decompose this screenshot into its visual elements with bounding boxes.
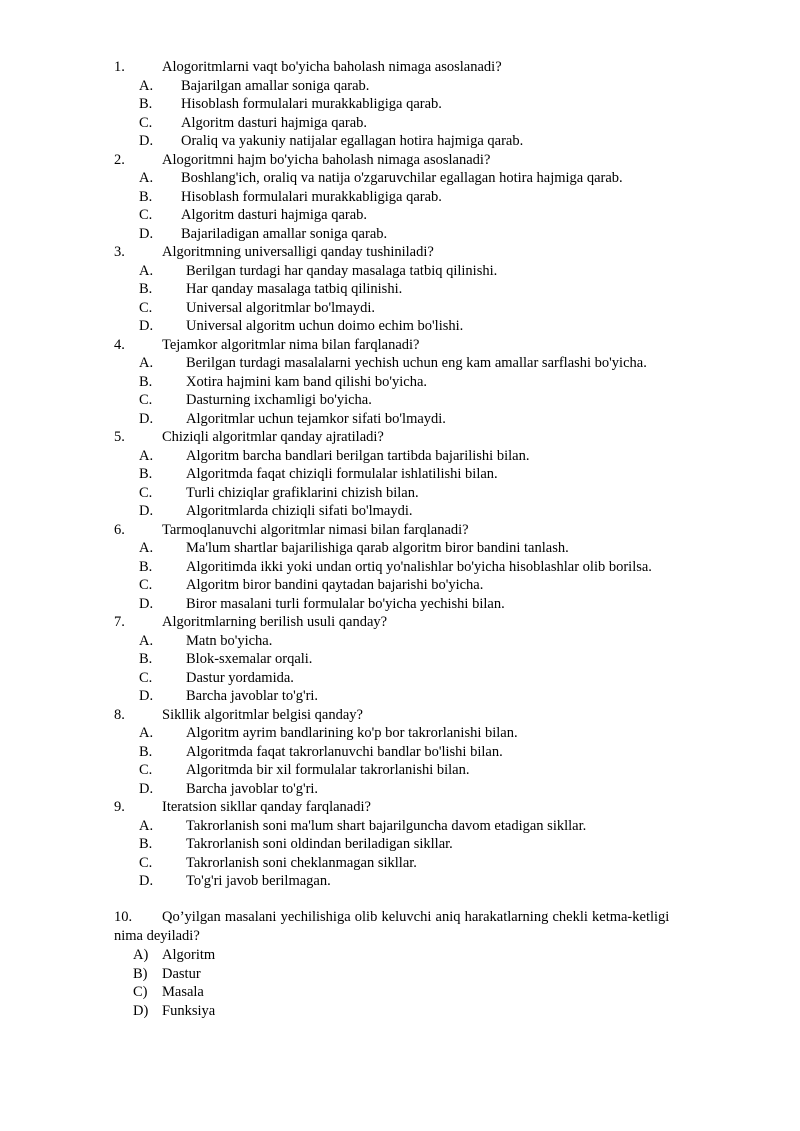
option-text: Bajarilgan amallar soniga qarab. [181,77,370,94]
option-text: Berilgan turdagi masalalarni yechish uchun eng kam amallar sarflashi bo'yicha. [186,355,647,371]
question-number: 1. [114,59,125,75]
option-letter: B. [139,836,153,852]
option-text: Algoritm [162,947,216,963]
option-text: Bajariladigan amallar soniga qarab. [181,225,388,242]
option-letter: C. [139,392,153,408]
question-text: Iteratsion sikllar qanday farqlanadi? [162,799,371,815]
option-letter: A. [139,170,154,186]
option-text: Dastur yordamida. [186,669,294,686]
option-letter: C. [139,854,153,871]
option-text: Universal algoritmlar bo'lmaydi. [186,299,376,316]
option-text: Algoritmda faqat chiziqli formulalar ishlatilishi bilan. [186,466,498,482]
question-text: Tarmoqlanuvchi algoritmlar nimasi bilan farqlanadi? [162,521,469,538]
option-text: Ma'lum shartlar bajarilishiga qarab algoritm biror bandini tanlash. [186,540,569,556]
option-text: Blok-sxemalar orqali. [186,651,313,667]
option-text: Algoritm ayrim bandlarining ko'p bor takrorlanishi bilan. [186,725,518,741]
option-letter: A. [139,262,154,279]
option-letter: C. [139,299,153,316]
option-letter: B) [133,965,148,982]
option-letter: B. [139,96,153,112]
question-number: 7. [114,614,125,630]
option-letter: C. [139,762,153,778]
option-letter: D) [133,1002,149,1019]
option-letter: D. [139,503,154,519]
option-letter: D. [139,688,154,704]
question-text-continued: nima deyiladi? [114,928,200,944]
option-letter: A. [139,725,154,741]
question-text: Algoritmlarning berilish usuli qanday? [162,614,388,630]
option-letter: C. [139,669,153,686]
option-text: Hisoblash formulalari murakkabligiga qarab. [181,96,442,112]
option-text: Har qanday masalaga tatbiq qilinishi. [186,281,403,297]
option-letter: D. [139,873,154,889]
option-text: Algoritm dasturi hajmiga qarab. [181,207,368,223]
option-text: Algoritm barcha bandlari berilgan tartibda bajarilishi bilan. [186,447,530,464]
question-number: 2. [114,151,125,168]
question-number: 6. [114,521,125,538]
option-letter: C) [133,984,148,1000]
option-letter: B. [139,373,153,390]
option-letter: C. [139,577,153,593]
question-text: Chiziqli algoritmlar qanday ajratiladi? [162,429,384,445]
option-text: Algoritimda ikki yoki undan ortiq yo'nalishlar bo'yicha hisoblashlar olib borilsa. [186,558,652,575]
question-text: Tejamkor algoritmlar nima bilan farqlanadi? [162,336,420,353]
option-text: Turli chiziqlar grafiklarini chizish bilan. [186,484,419,501]
option-letter: B. [139,281,153,297]
option-letter: C. [139,207,153,223]
option-letter: A. [139,817,154,834]
option-text: Xotira hajmini kam band qilishi bo'yicha. [186,373,428,390]
option-letter: B. [139,188,153,205]
question-number: 5. [114,429,125,445]
option-text: Barcha javoblar to'g'ri. [186,780,319,797]
option-text: Oraliq va yakuniy natijalar egallagan hotira hajmiga qarab. [181,133,524,149]
question-text: Sikllik algoritmlar belgisi qanday? [162,706,363,723]
question-number: 8. [114,706,125,723]
option-letter: D. [139,780,154,797]
option-letter: B. [139,651,153,667]
option-text: To'g'ri javob berilmagan. [186,873,331,889]
option-letter: D. [139,133,154,149]
option-text: Dasturning ixchamligi bo'yicha. [186,392,372,408]
question-text: Qo’yilgan masalani yechilishiga olib keluvchi aniq harakatlarning chekli ketma-ketligi [162,909,670,925]
question-text: Alogoritmlarni vaqt bo'yicha baholash nimaga asoslanadi? [162,59,502,75]
option-letter: D. [139,595,154,612]
option-text: Algoritmda bir xil formulalar takrorlanishi bilan. [186,762,470,778]
question-number: 10. [114,909,133,925]
option-text: Universal algoritm uchun doimo echim bo'lishi. [186,318,464,334]
option-letter: D. [139,225,154,242]
option-letter: A. [139,355,154,371]
option-text: Hisoblash formulalari murakkabligiga qarab. [181,188,442,205]
option-text: Algoritm biror bandini qaytadan bajarishi bo'yicha. [186,577,484,593]
option-letter: D. [139,410,154,427]
option-letter: A. [139,540,154,556]
option-text: Funksiya [162,1002,216,1019]
question-number: 3. [114,244,125,260]
option-text: Masala [162,984,204,1000]
option-letter: B. [139,466,153,482]
option-letter: B. [139,558,153,575]
option-text: Barcha javoblar to'g'ri. [186,688,319,704]
question-text: Alogoritmni hajm bo'yicha baholash nimaga asoslanadi? [162,151,491,168]
option-text: Algoritmlar uchun tejamkor sifati bo'lmaydi. [186,410,446,427]
option-letter: B. [139,743,153,760]
question-number: 4. [114,336,125,353]
option-text: Takrorlanish soni oldindan beriladigan sikllar. [186,836,453,852]
option-text: Biror masalani turli formulalar bo'yicha yechishi bilan. [186,595,505,612]
option-text: Algoritmda faqat takrorlanuvchi bandlar bo'lishi bilan. [186,743,503,760]
option-text: Takrorlanish soni cheklanmagan sikllar. [186,854,417,871]
option-text: Algoritm dasturi hajmiga qarab. [181,114,368,131]
option-letter: A) [133,947,149,963]
option-letter: A. [139,632,154,649]
option-text: Matn bo'yicha. [186,632,273,649]
option-text: Berilgan turdagi har qanday masalaga tatbiq qilinishi. [186,262,498,279]
option-letter: C. [139,114,153,131]
question-number: 9. [114,799,125,815]
option-letter: D. [139,318,154,334]
option-letter: A. [139,447,154,464]
option-text: Boshlang'ich, oraliq va natija o'zgaruvchilar egallagan hotira hajmiga qarab. [181,170,623,186]
question-text: Algoritmning universalligi qanday tushiniladi? [162,244,434,260]
option-text: Dastur [162,965,201,982]
option-text: Algoritmlarda chiziqli sifati bo'lmaydi. [186,503,413,519]
option-letter: C. [139,484,153,501]
option-letter: A. [139,77,154,94]
option-text: Takrorlanish soni ma'lum shart bajarilguncha davom etadigan sikllar. [186,817,587,834]
